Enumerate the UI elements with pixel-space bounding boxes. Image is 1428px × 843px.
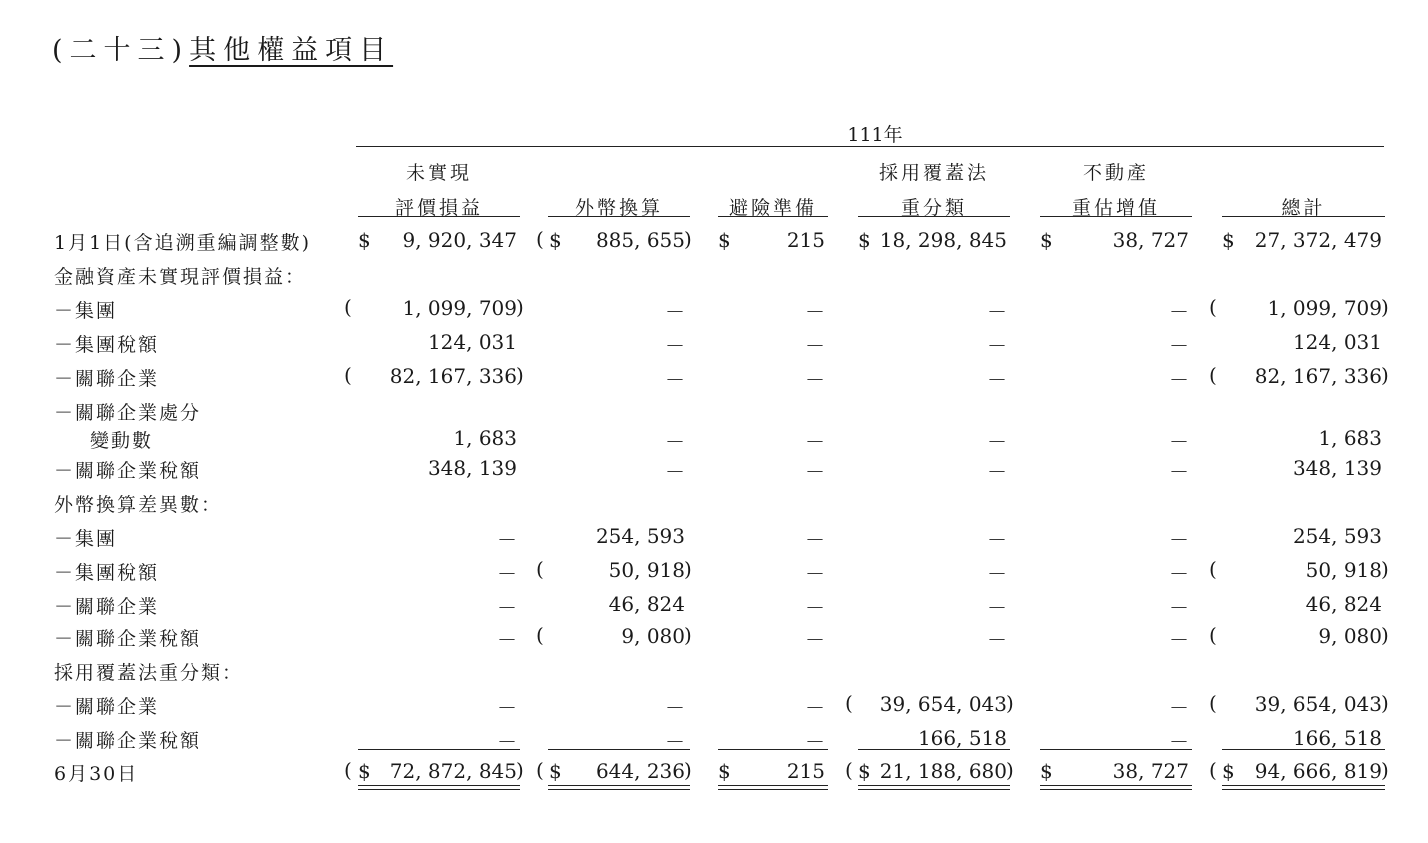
- row-label: －關聯企業: [54, 368, 160, 390]
- row-label: 1月1日(含追溯重編調整數): [54, 232, 312, 254]
- empty-dash: －: [497, 562, 517, 586]
- column-header-underline: [548, 216, 690, 217]
- amount-value: 82, 167, 336: [1254, 364, 1382, 388]
- row-label: －關聯企業稅額: [54, 628, 202, 650]
- paren-close: ): [1381, 691, 1389, 715]
- amount-value: 124, 031: [1292, 330, 1382, 354]
- empty-dash: －: [1169, 334, 1189, 358]
- total-double-underline: [358, 785, 520, 790]
- row-label: －集團稅額: [54, 334, 160, 356]
- paren-open: (: [344, 295, 352, 319]
- amount-value: 72, 872, 845: [389, 759, 517, 783]
- empty-dash: －: [497, 596, 517, 620]
- subtotal-line: [358, 749, 520, 750]
- paren-close: ): [1006, 758, 1014, 782]
- amount-value: 1, 683: [1318, 426, 1382, 450]
- amount-value: 9, 080: [1318, 624, 1382, 648]
- column-header-underline: [718, 216, 828, 217]
- amount-value: 885, 655: [595, 228, 685, 252]
- empty-dash: －: [805, 596, 825, 620]
- empty-dash: －: [665, 460, 685, 484]
- empty-dash: －: [805, 696, 825, 720]
- section-number: (二十三): [52, 35, 190, 66]
- column-header-line2: 重估增值: [1071, 197, 1160, 219]
- empty-dash: －: [1169, 368, 1189, 392]
- column-header-line2: 評價損益: [394, 197, 483, 219]
- paren-open: (: [1209, 557, 1217, 581]
- empty-dash: －: [805, 562, 825, 586]
- amount-value: 94, 666, 819: [1254, 759, 1382, 783]
- amount-value: 46, 824: [608, 592, 685, 616]
- row-label: 採用覆蓋法重分類：: [54, 662, 244, 684]
- empty-dash: －: [665, 300, 685, 324]
- paren-close: ): [684, 758, 692, 782]
- paren-close: ): [1381, 363, 1389, 387]
- column-header-line2: 總計: [1281, 197, 1326, 219]
- paren-open: (: [1209, 295, 1217, 319]
- empty-dash: －: [987, 562, 1007, 586]
- empty-dash: －: [1169, 300, 1189, 324]
- paren-close: ): [684, 227, 692, 251]
- paren-close: ): [516, 363, 524, 387]
- amount-value: 46, 824: [1305, 592, 1382, 616]
- amount-value: 39, 654, 043: [1254, 692, 1382, 716]
- paren-open: (: [1209, 691, 1217, 715]
- paren-close: ): [684, 557, 692, 581]
- amount-value: 254, 593: [1292, 524, 1382, 548]
- empty-dash: －: [1169, 460, 1189, 484]
- amount-value: 254, 593: [595, 524, 685, 548]
- currency-symbol: $: [1222, 759, 1235, 783]
- column-header-underline: [858, 216, 1010, 217]
- year-header: 111年: [847, 124, 903, 146]
- paren-open: (: [536, 227, 544, 251]
- column-header-line2: 重分類: [900, 197, 967, 219]
- row-label: 外幣換算差異數：: [54, 494, 223, 516]
- empty-dash: －: [1169, 430, 1189, 454]
- amount-value: 50, 918: [1305, 558, 1382, 582]
- empty-dash: －: [1169, 628, 1189, 652]
- row-label: 變動數: [90, 430, 154, 452]
- total-double-underline: [548, 785, 690, 790]
- currency-symbol: $: [858, 228, 871, 252]
- column-header-underline: [358, 216, 520, 217]
- empty-dash: －: [805, 430, 825, 454]
- row-label: 金融資產未實現評價損益：: [54, 266, 307, 288]
- empty-dash: －: [805, 730, 825, 754]
- paren-open: (: [845, 758, 853, 782]
- empty-dash: －: [987, 460, 1007, 484]
- total-double-underline: [1040, 785, 1192, 790]
- empty-dash: －: [1169, 696, 1189, 720]
- amount-value: 124, 031: [427, 330, 517, 354]
- amount-value: 348, 139: [427, 456, 517, 480]
- column-header-line2: 外幣換算: [574, 197, 663, 219]
- empty-dash: －: [665, 368, 685, 392]
- amount-value: 1, 683: [453, 426, 517, 450]
- amount-value: 39, 654, 043: [879, 692, 1007, 716]
- column-header-line1: 未實現: [405, 162, 472, 184]
- empty-dash: －: [805, 334, 825, 358]
- paren-open: (: [536, 623, 544, 647]
- empty-dash: －: [665, 430, 685, 454]
- paren-open: (: [536, 758, 544, 782]
- total-double-underline: [1222, 785, 1385, 790]
- currency-symbol: $: [718, 759, 731, 783]
- paren-close: ): [1381, 557, 1389, 581]
- empty-dash: －: [497, 696, 517, 720]
- empty-dash: －: [987, 368, 1007, 392]
- amount-value: 1, 099, 709: [402, 296, 517, 320]
- amount-value: 166, 518: [917, 726, 1007, 750]
- total-double-underline: [858, 785, 1010, 790]
- paren-close: ): [1006, 691, 1014, 715]
- paren-open: (: [1209, 623, 1217, 647]
- row-label: 6月30日: [54, 763, 139, 785]
- amount-value: 9, 920, 347: [402, 228, 517, 252]
- amount-value: 215: [786, 228, 825, 252]
- empty-dash: －: [987, 334, 1007, 358]
- empty-dash: －: [805, 300, 825, 324]
- paren-open: (: [1209, 758, 1217, 782]
- currency-symbol: $: [1040, 228, 1053, 252]
- paren-open: (: [845, 691, 853, 715]
- empty-dash: －: [665, 334, 685, 358]
- paren-open: (: [344, 758, 352, 782]
- row-label: －關聯企業處分: [54, 402, 202, 424]
- currency-symbol: $: [1040, 759, 1053, 783]
- empty-dash: －: [665, 696, 685, 720]
- amount-value: 38, 727: [1112, 228, 1189, 252]
- row-label: －關聯企業: [54, 696, 160, 718]
- row-label: －關聯企業稅額: [54, 730, 202, 752]
- currency-symbol: $: [358, 228, 371, 252]
- amount-value: 21, 188, 680: [879, 759, 1007, 783]
- paren-close: ): [516, 295, 524, 319]
- currency-symbol: $: [718, 228, 731, 252]
- paren-open: (: [344, 363, 352, 387]
- empty-dash: －: [1169, 528, 1189, 552]
- empty-dash: －: [805, 528, 825, 552]
- column-header-line1: 採用覆蓋法: [878, 162, 989, 184]
- amount-value: 1, 099, 709: [1267, 296, 1382, 320]
- row-label: －集團稅額: [54, 562, 160, 584]
- empty-dash: －: [987, 430, 1007, 454]
- year-underline: [356, 146, 1384, 147]
- amount-value: 38, 727: [1112, 759, 1189, 783]
- empty-dash: －: [1169, 730, 1189, 754]
- amount-value: 166, 518: [1292, 726, 1382, 750]
- paren-close: ): [684, 623, 692, 647]
- amount-value: 9, 080: [621, 624, 685, 648]
- currency-symbol: $: [549, 228, 562, 252]
- amount-value: 18, 298, 845: [879, 228, 1007, 252]
- row-label: －關聯企業稅額: [54, 460, 202, 482]
- empty-dash: －: [987, 528, 1007, 552]
- total-double-underline: [718, 785, 828, 790]
- paren-close: ): [1381, 758, 1389, 782]
- currency-symbol: $: [1222, 228, 1235, 252]
- empty-dash: －: [665, 730, 685, 754]
- amount-value: 348, 139: [1292, 456, 1382, 480]
- amount-value: 82, 167, 336: [389, 364, 517, 388]
- currency-symbol: $: [858, 759, 871, 783]
- empty-dash: －: [1169, 562, 1189, 586]
- paren-close: ): [1381, 295, 1389, 319]
- paren-close: ): [1381, 623, 1389, 647]
- empty-dash: －: [987, 628, 1007, 652]
- empty-dash: －: [987, 596, 1007, 620]
- empty-dash: －: [497, 628, 517, 652]
- currency-symbol: $: [549, 759, 562, 783]
- section-heading: 其他權益項目: [189, 35, 394, 66]
- currency-symbol: $: [358, 759, 371, 783]
- amount-value: 50, 918: [608, 558, 685, 582]
- paren-close: ): [516, 758, 524, 782]
- paren-open: (: [536, 557, 544, 581]
- row-label: －關聯企業: [54, 596, 160, 618]
- column-header-underline: [1222, 216, 1385, 217]
- empty-dash: －: [497, 730, 517, 754]
- column-header-line1: 不動產: [1082, 162, 1149, 184]
- empty-dash: －: [987, 300, 1007, 324]
- empty-dash: －: [497, 528, 517, 552]
- empty-dash: －: [1169, 596, 1189, 620]
- column-header-line2: 避險準備: [728, 197, 817, 219]
- row-label: －集團: [54, 528, 118, 550]
- section-title: [52, 28, 393, 67]
- amount-value: 27, 372, 479: [1254, 228, 1382, 252]
- row-label: －集團: [54, 300, 118, 322]
- amount-value: 215: [786, 759, 825, 783]
- empty-dash: －: [805, 460, 825, 484]
- amount-value: 644, 236: [595, 759, 685, 783]
- column-header-underline: [1040, 216, 1192, 217]
- paren-open: (: [1209, 363, 1217, 387]
- empty-dash: －: [805, 628, 825, 652]
- empty-dash: －: [805, 368, 825, 392]
